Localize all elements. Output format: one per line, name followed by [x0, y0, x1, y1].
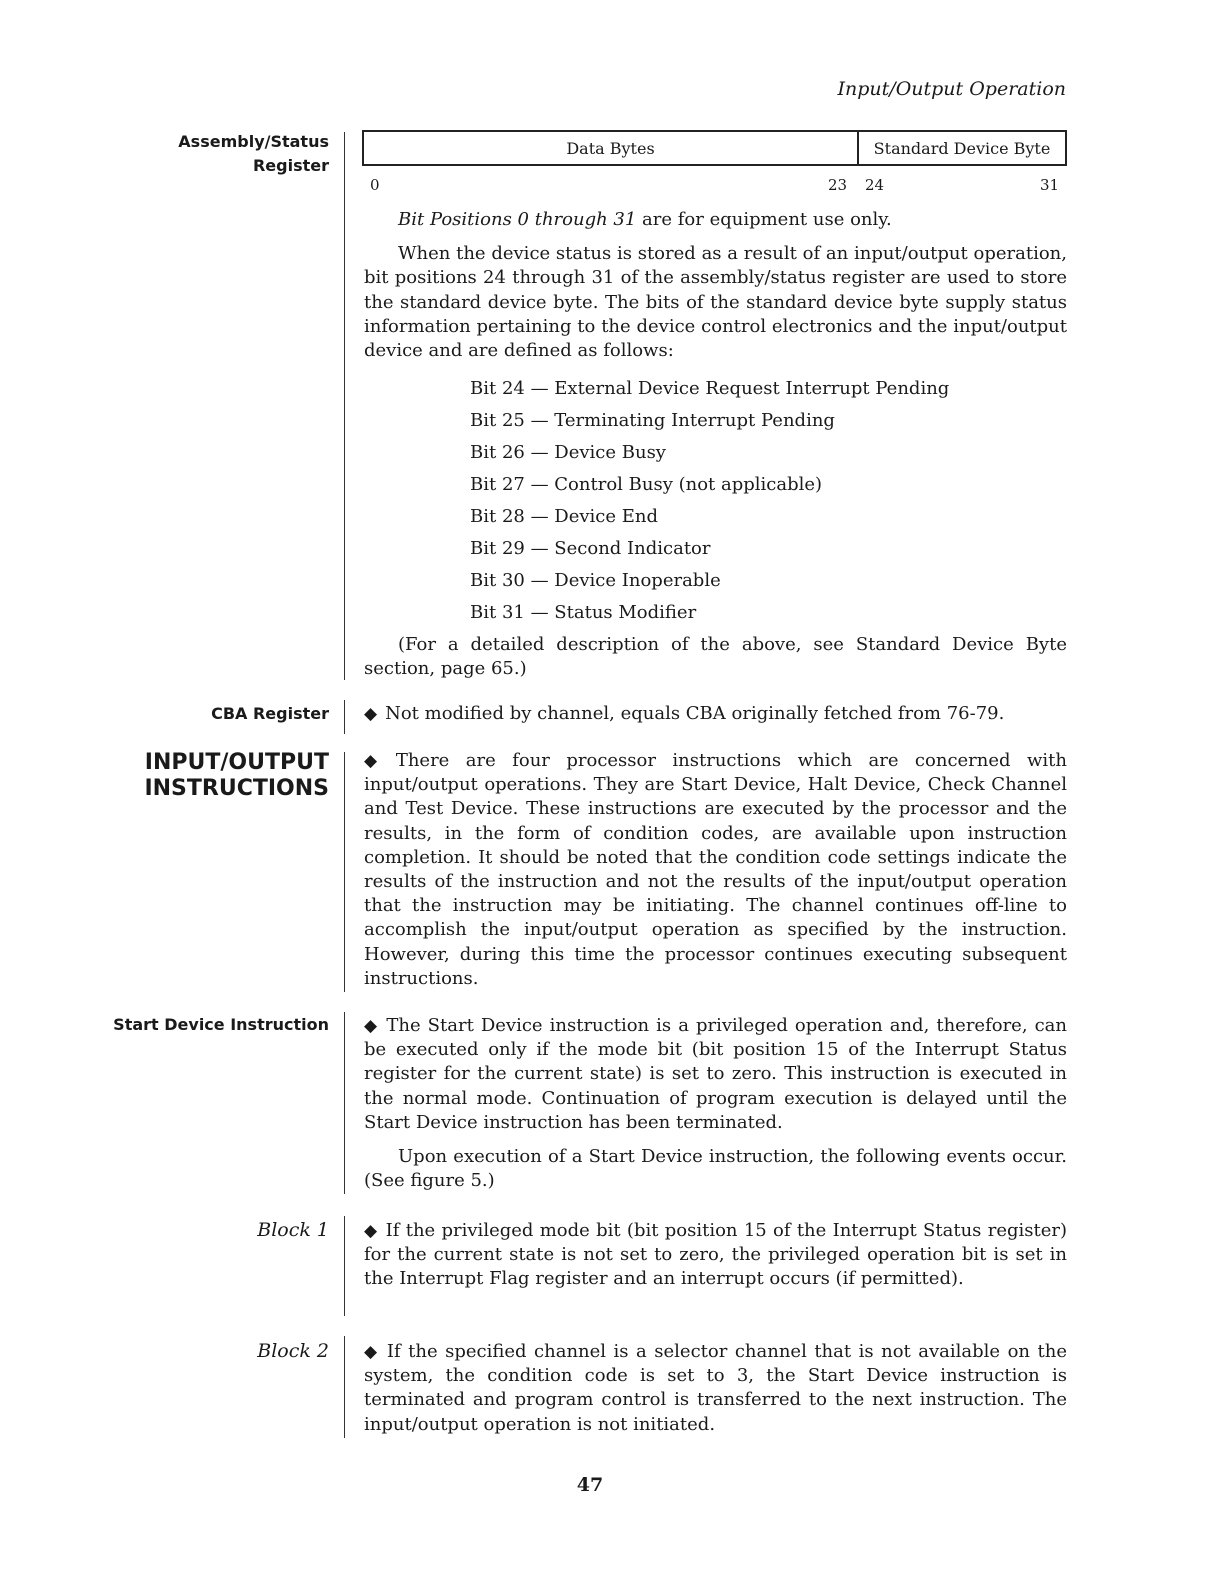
bit-positions-emphasis: Bit Positions 0 through 31: [398, 209, 637, 230]
list-item: Bit 24 — External Device Request Interrupt Pending: [470, 378, 950, 400]
bit-label-0: 0: [370, 176, 380, 194]
start-device-body: [364, 1014, 1067, 1203]
start-device-events: Upon execution of a Start Device instruction, the following events occur. (See figure 5.): [364, 1146, 1067, 1192]
block-2-text: If the specified channel is a selector channel that is not available on the system, the condition code is set to 3, the Start Device instruction is terminated and program control is transferred to the next instruction. The input/output operation is not initiated.: [364, 1341, 1067, 1435]
io-text: There are four processor instructions which are concerned with input/output operations. They are Start Device, Halt Device, Check Channel and Test Device. These instructions are executed by the processor and the results, in the form of condition codes, are available upon instruction completion. It should be noted that the condition code settings indicate the results of the instruction and not the results of the input/output operation that the instruction may be initiating. The channel continues off-line to accomplish the input/output operation as specified by the instruction. However, during this time the processor continues executing subsequent instructions.: [364, 750, 1067, 989]
heading-block-2: Block 2: [257, 1340, 329, 1362]
heading-block-1: Block 1: [257, 1219, 329, 1241]
start-device-text: The Start Device instruction is a privileged operation and, therefore, can be executed only if the mode bit (bit position 15 of the Interrupt Status register for the current state) is set to zero. This instruction is executed in the normal mode. Continuation of program execution is delayed until the Start Device instruction has been terminated.: [364, 1015, 1067, 1133]
heading-line: Assembly/Status: [178, 132, 329, 151]
margin-rule: [344, 132, 345, 680]
cba-paragraph: [364, 702, 1067, 726]
reference-paragraph: (For a detailed description of the above, see Standard Device Byte section, page 65.): [364, 634, 1067, 680]
block-1-body: [364, 1219, 1067, 1302]
heading-line: Register: [252, 156, 329, 175]
heading-io-instructions: [144, 750, 329, 802]
bit-label-23: 23: [828, 176, 848, 194]
io-instructions-body: [364, 749, 1067, 1001]
list-item: Bit 26 — Device Busy: [470, 442, 666, 464]
list-item: Bit 25 — Terminating Interrupt Pending: [470, 410, 835, 432]
bit-positions-text: are for equipment use only.: [636, 209, 892, 230]
start-device-paragraph: [364, 1014, 1067, 1135]
block-2-paragraph: [364, 1340, 1067, 1437]
heading-line: INPUT/OUTPUT: [144, 750, 329, 775]
heading-assembly-status: [178, 130, 329, 178]
block-1-text: If the privileged mode bit (bit position 15 of the Interrupt Status register) for the current state is not set to zero, the privileged operation bit is set in the Interrupt Flag register and an interrupt occurs (if permitted).: [364, 1220, 1067, 1290]
margin-rule: [344, 752, 345, 992]
bit-positions-note: [364, 208, 1067, 232]
heading-start-device: Start Device Instruction: [113, 1015, 329, 1034]
io-paragraph: [364, 749, 1067, 991]
bit-list: [364, 373, 1067, 629]
heading-cba-register: CBA Register: [211, 704, 329, 723]
diamond-icon: ◆: [364, 1342, 379, 1362]
list-item: Bit 31 — Status Modifier: [470, 602, 697, 624]
list-item: Bit 30 — Device Inoperable: [470, 570, 721, 592]
register-field-data-bytes: Data Bytes: [364, 132, 859, 164]
margin-rule: [344, 1336, 345, 1438]
bit-label-24: 24: [865, 176, 885, 194]
assembly-paragraph: When the device status is stored as a result of an input/output operation, bit positions 24 through 31 of the assembly/status register are used to store the standard device byte. The bits of the standard device byte supply status information pertaining to the device control electronics and the input/output device and are defined as follows:: [364, 243, 1067, 362]
cba-body: [364, 702, 1067, 736]
diamond-icon: ◆: [364, 704, 378, 724]
running-head: Input/Output Operation: [837, 78, 1066, 100]
register-field-standard-device-byte: Standard Device Byte: [873, 138, 1051, 158]
register-diagram: [362, 130, 1067, 166]
diamond-icon: ◆: [364, 1221, 378, 1241]
list-item: Bit 28 — Device End: [470, 506, 659, 528]
bit-label-31: 31: [1040, 176, 1060, 194]
diamond-icon: ◆: [364, 1016, 379, 1036]
cba-text: Not modified by channel, equals CBA originally fetched from 76-79.: [385, 703, 1005, 724]
list-item: Bit 29 — Second Indicator: [470, 538, 711, 560]
assembly-status-body: [364, 208, 1067, 692]
page-number: 47: [576, 1474, 604, 1496]
block-2-body: [364, 1340, 1067, 1447]
margin-rule: [344, 1012, 345, 1194]
list-item: Bit 27 — Control Busy (not applicable): [470, 474, 823, 496]
heading-line: INSTRUCTIONS: [144, 776, 329, 801]
margin-rule: [344, 1216, 345, 1316]
diamond-icon: ◆: [364, 751, 388, 771]
margin-rule: [344, 700, 345, 734]
block-1-paragraph: [364, 1219, 1067, 1292]
